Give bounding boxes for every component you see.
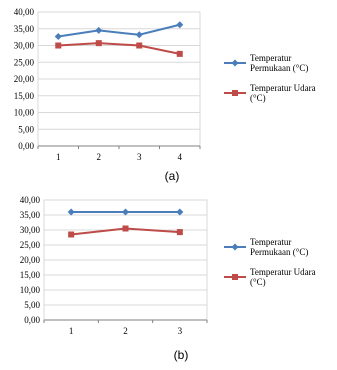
data-point (55, 33, 62, 40)
figure-caption: (a) (164, 169, 180, 183)
y-tick-label: 40,00 (13, 7, 34, 17)
x-tick-label: 3 (177, 326, 183, 336)
legend-marker (232, 60, 239, 67)
series-line (58, 25, 180, 37)
y-tick-label: 35,00 (13, 23, 34, 34)
legend-label: Permukaan (°C) (250, 63, 309, 73)
figure-caption: (b) (173, 348, 189, 362)
x-tick-label: 4 (177, 152, 182, 162)
y-tick-label: 10,00 (13, 107, 34, 118)
legend-label: (°C) (250, 277, 266, 287)
y-tick-label: 0,00 (18, 141, 34, 151)
series-line (58, 43, 180, 54)
y-tick-label: 20,00 (19, 255, 40, 265)
legend-label: Permukaan (°C) (250, 247, 309, 257)
y-tick-label: 15,00 (13, 90, 34, 101)
y-tick-label: 10,00 (19, 285, 40, 295)
legend-label: Temperatur (250, 53, 292, 63)
chart-b (0, 185, 337, 370)
x-tick-label: 2 (96, 152, 101, 162)
legend-marker (232, 90, 238, 96)
data-point (177, 51, 183, 57)
y-tick-label: 25,00 (19, 240, 40, 250)
legend-marker (232, 244, 239, 251)
y-tick-label: 35,00 (19, 210, 40, 220)
data-point (123, 226, 129, 232)
data-point (176, 209, 183, 216)
data-point (68, 209, 75, 216)
data-point (55, 43, 61, 49)
y-tick-label: 5,00 (18, 124, 34, 135)
legend-label: Temperatur (250, 237, 292, 247)
legend-label: (°C) (250, 93, 266, 103)
data-point (122, 209, 129, 216)
data-point (136, 43, 142, 49)
y-tick-label: 0,00 (24, 315, 40, 325)
data-point (176, 21, 183, 28)
y-tick-label: 20,00 (13, 74, 34, 84)
legend-label: Temperatur Udara (250, 267, 316, 277)
data-point (177, 229, 183, 235)
x-tick-label: 2 (123, 326, 128, 336)
x-tick-label: 1 (56, 152, 61, 162)
y-tick-label: 25,00 (13, 57, 34, 68)
x-tick-label: 3 (137, 152, 142, 162)
y-tick-label: 30,00 (19, 225, 40, 235)
y-tick-label: 5,00 (24, 300, 40, 310)
data-point (96, 40, 102, 46)
y-tick-label: 15,00 (19, 270, 40, 280)
y-tick-label: 40,00 (19, 195, 40, 205)
legend-marker (232, 274, 238, 280)
x-tick-label: 1 (68, 326, 74, 336)
data-point (68, 232, 74, 238)
legend-label: Temperatur Udara (250, 83, 316, 93)
data-point (95, 27, 102, 34)
y-tick-label: 30,00 (13, 40, 34, 51)
data-point (136, 31, 143, 38)
